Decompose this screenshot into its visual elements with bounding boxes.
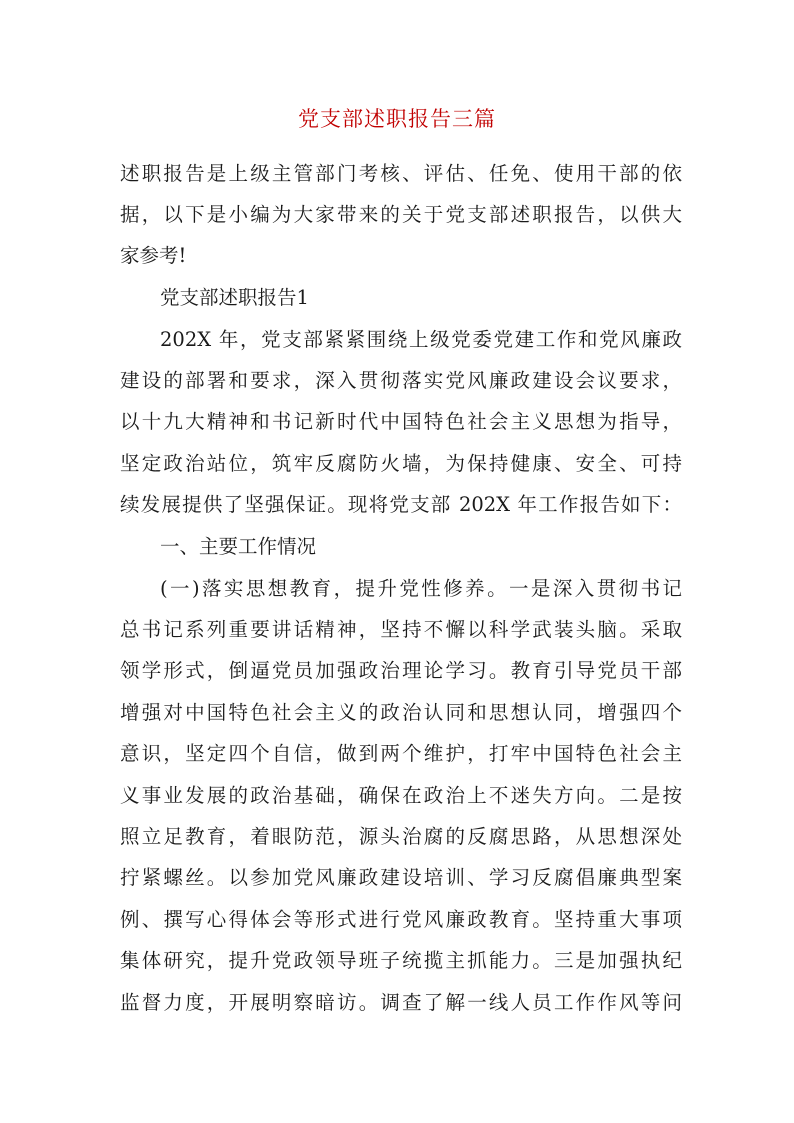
section-heading: 党支部述职报告1 bbox=[160, 286, 309, 309]
paragraph-line: (一)落实思想教育，提升党性修养。一是深入贯彻书记 bbox=[160, 577, 682, 600]
paragraph-line: 义事业发展的政治基础，确保在政治上不迷失方向。二是按 bbox=[120, 784, 682, 807]
paragraph-line: 例、撰写心得体会等形式进行党风廉政教育。坚持重大事项 bbox=[120, 908, 682, 931]
intro-line: 家参考! bbox=[120, 244, 187, 267]
paragraph-line: 202X 年，党支部紧紧围绕上级党委党建工作和党风廉政 bbox=[160, 328, 682, 351]
intro-line: 述职报告是上级主管部门考核、评估、任免、使用干部的依 bbox=[120, 162, 682, 185]
paragraph-line: 坚定政治站位，筑牢反腐防火墙，为保持健康、安全、可持 bbox=[120, 452, 682, 475]
document-title: 党支部述职报告三篇 bbox=[298, 107, 496, 131]
paragraph-line: 拧紧螺丝。以参加党风廉政建设培训、学习反腐倡廉典型案 bbox=[120, 866, 682, 889]
paragraph-line: 建设的部署和要求，深入贯彻落实党风廉政建设会议要求， bbox=[120, 369, 682, 392]
paragraph-line: 照立足教育，着眼防范，源头治腐的反腐思路，从思想深处 bbox=[120, 825, 682, 848]
paragraph-line: 意识，坚定四个自信，做到两个维护，打牢中国特色社会主 bbox=[120, 742, 682, 765]
paragraph-line: 增强对中国特色社会主义的政治认同和思想认同，增强四个 bbox=[120, 701, 682, 724]
paragraph-line: 以十九大精神和书记新时代中国特色社会主义思想为指导， bbox=[120, 410, 682, 433]
subheading: 一、主要工作情况 bbox=[160, 535, 317, 558]
paragraph-line: 总书记系列重要讲话精神，坚持不懈以科学武装头脑。采取 bbox=[120, 618, 682, 641]
paragraph-line: 集体研究，提升党政领导班子统揽主抓能力。三是加强执纪 bbox=[120, 949, 682, 972]
intro-line: 据，以下是小编为大家带来的关于党支部述职报告，以供大 bbox=[120, 203, 682, 226]
paragraph-line: 续发展提供了坚强保证。现将党支部 202X 年工作报告如下： bbox=[120, 493, 682, 516]
paragraph-line: 领学形式，倒逼党员加强政治理论学习。教育引导党员干部 bbox=[120, 659, 682, 682]
paragraph-line: 监督力度，开展明察暗访。调查了解一线人员工作作风等问 bbox=[120, 991, 682, 1014]
